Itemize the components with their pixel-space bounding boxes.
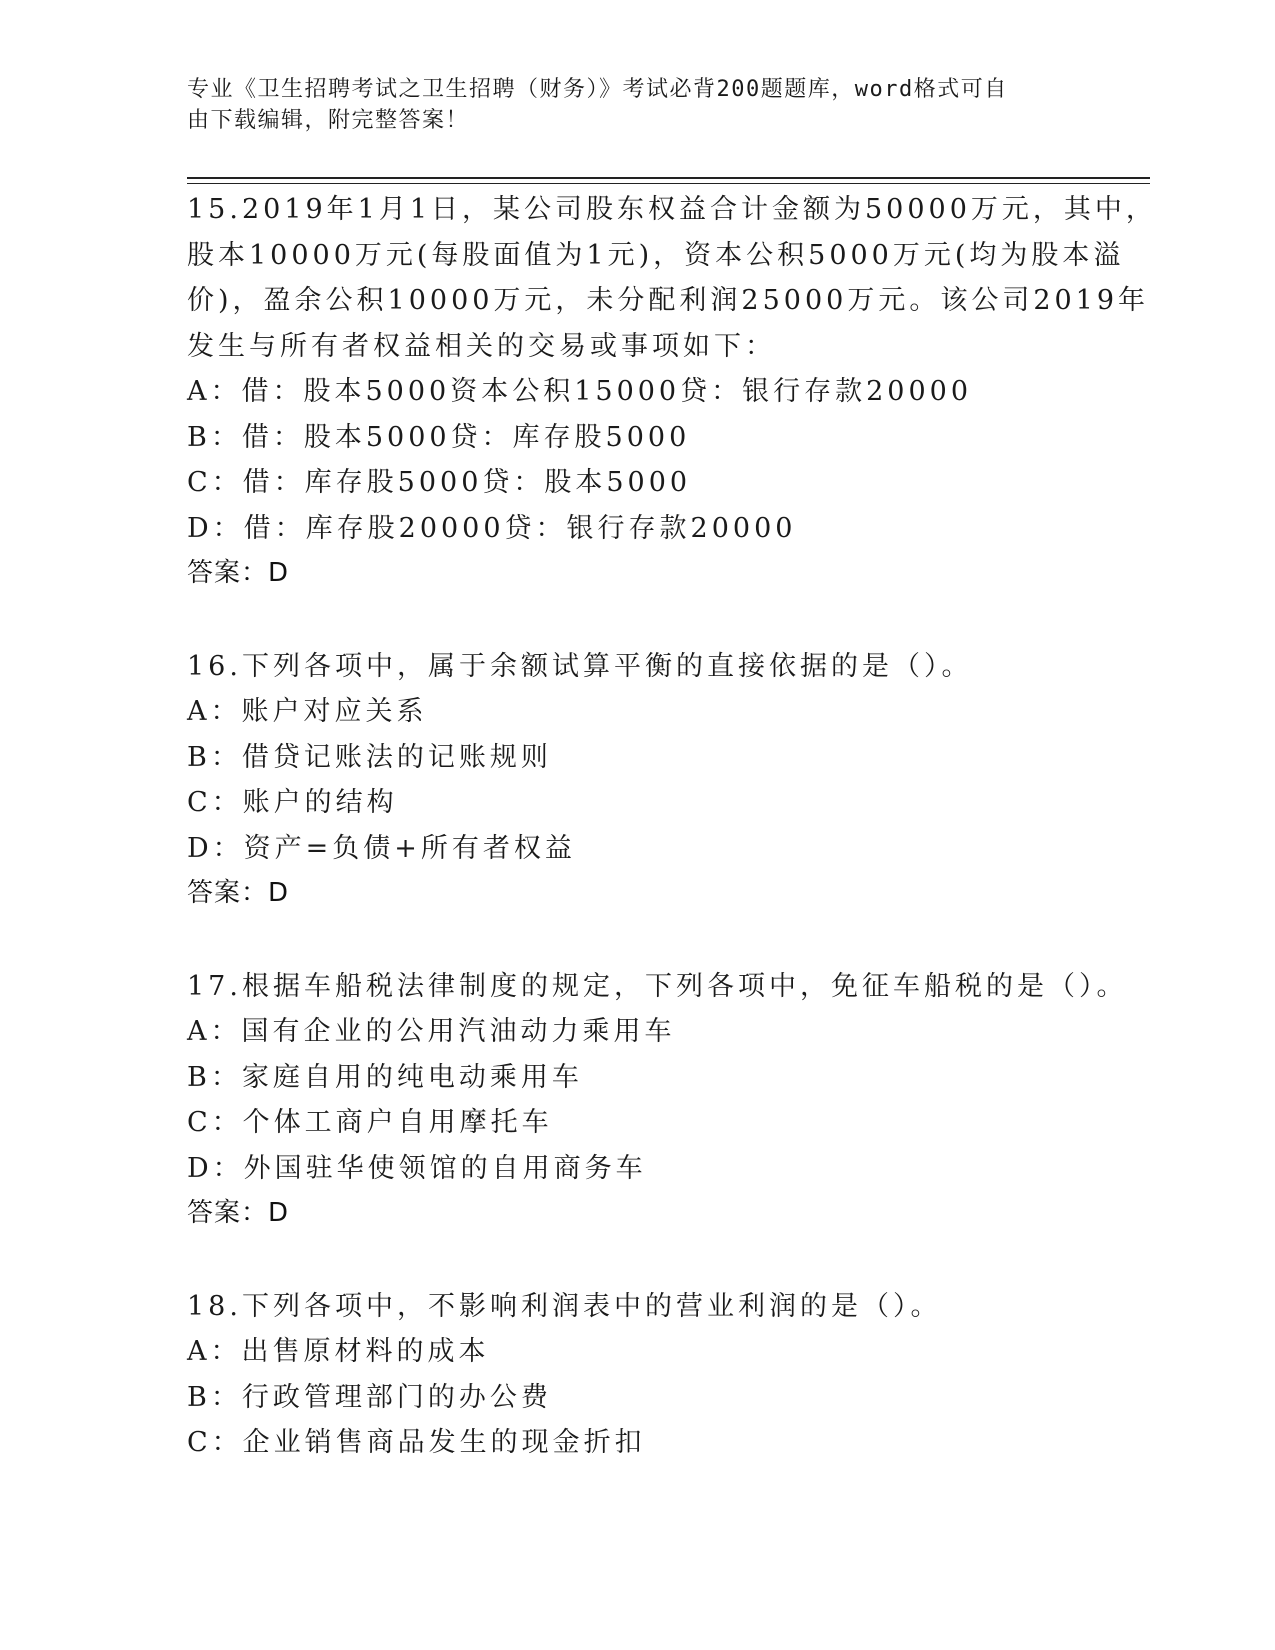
option-d: D：借：库存股20000贷：银行存款20000 [187,512,797,544]
option-c: C：账户的结构 [187,787,398,818]
question-text-line: 16.下列各项中，属于余额试算平衡的直接依据的是（）。 [187,650,973,682]
option-b: B：借贷记账法的记账规则 [187,741,552,773]
question-text-line: 股本10000万元(每股面值为1元)，资本公积5000万元(均为股本溢 [187,239,1125,271]
question-text-line: 发生与所有者权益相关的交易或事项如下： [187,330,776,362]
question-text-line: 价)，盈余公积10000万元，未分配利润25000万元。该公司2019年 [187,285,1150,316]
option-c: C：个体工商户自用摩托车 [187,1107,553,1138]
question-17 [187,964,1128,1237]
answer-text: 答案：D [187,558,290,588]
answer-text: 答案：D [187,1198,290,1228]
option-b: B：行政管理部门的办公费 [187,1381,552,1413]
question-18 [187,1284,1077,1466]
option-c: C：借：库存股5000贷：股本5000 [187,467,692,498]
question-15 [187,187,1157,597]
option-a: A：账户对应关系 [187,696,428,727]
option-a: A：借：股本5000资本公积15000贷：银行存款20000 [187,376,972,407]
option-a: A：国有企业的公用汽油动力乘用车 [187,1016,676,1047]
option-d: D：资产=负债+所有者权益 [187,832,576,864]
header-line-2: 由下载编辑，附完整答案！ [187,108,470,133]
question-16 [187,644,1077,917]
question-text-line: 15.2019年1月1日，某公司股东权益合计金额为50000万元，其中， [187,194,1157,225]
option-b: B：家庭自用的纯电动乘用车 [187,1061,583,1093]
option-d: D：外国驻华使领馆的自用商务车 [187,1152,647,1184]
option-b: B：借：股本5000贷：库存股5000 [187,421,691,453]
answer-text: 答案：D [187,878,290,908]
document-header [187,74,1067,136]
question-text-line: 17.根据车船税法律制度的规定，下列各项中，免征车船税的是（）。 [187,970,1128,1002]
option-c: C：企业销售商品发生的现金折扣 [187,1427,646,1458]
header-line-1: 专业《卫生招聘考试之卫生招聘（财务）》考试必背200题题库，word格式可自 [187,77,1008,102]
question-text-line: 18.下列各项中，不影响利润表中的营业利润的是（）。 [187,1290,942,1322]
header-divider-thin [187,183,1150,184]
header-divider-thick [187,177,1150,179]
option-a: A：出售原材料的成本 [187,1336,490,1367]
question-list [187,187,1157,1513]
